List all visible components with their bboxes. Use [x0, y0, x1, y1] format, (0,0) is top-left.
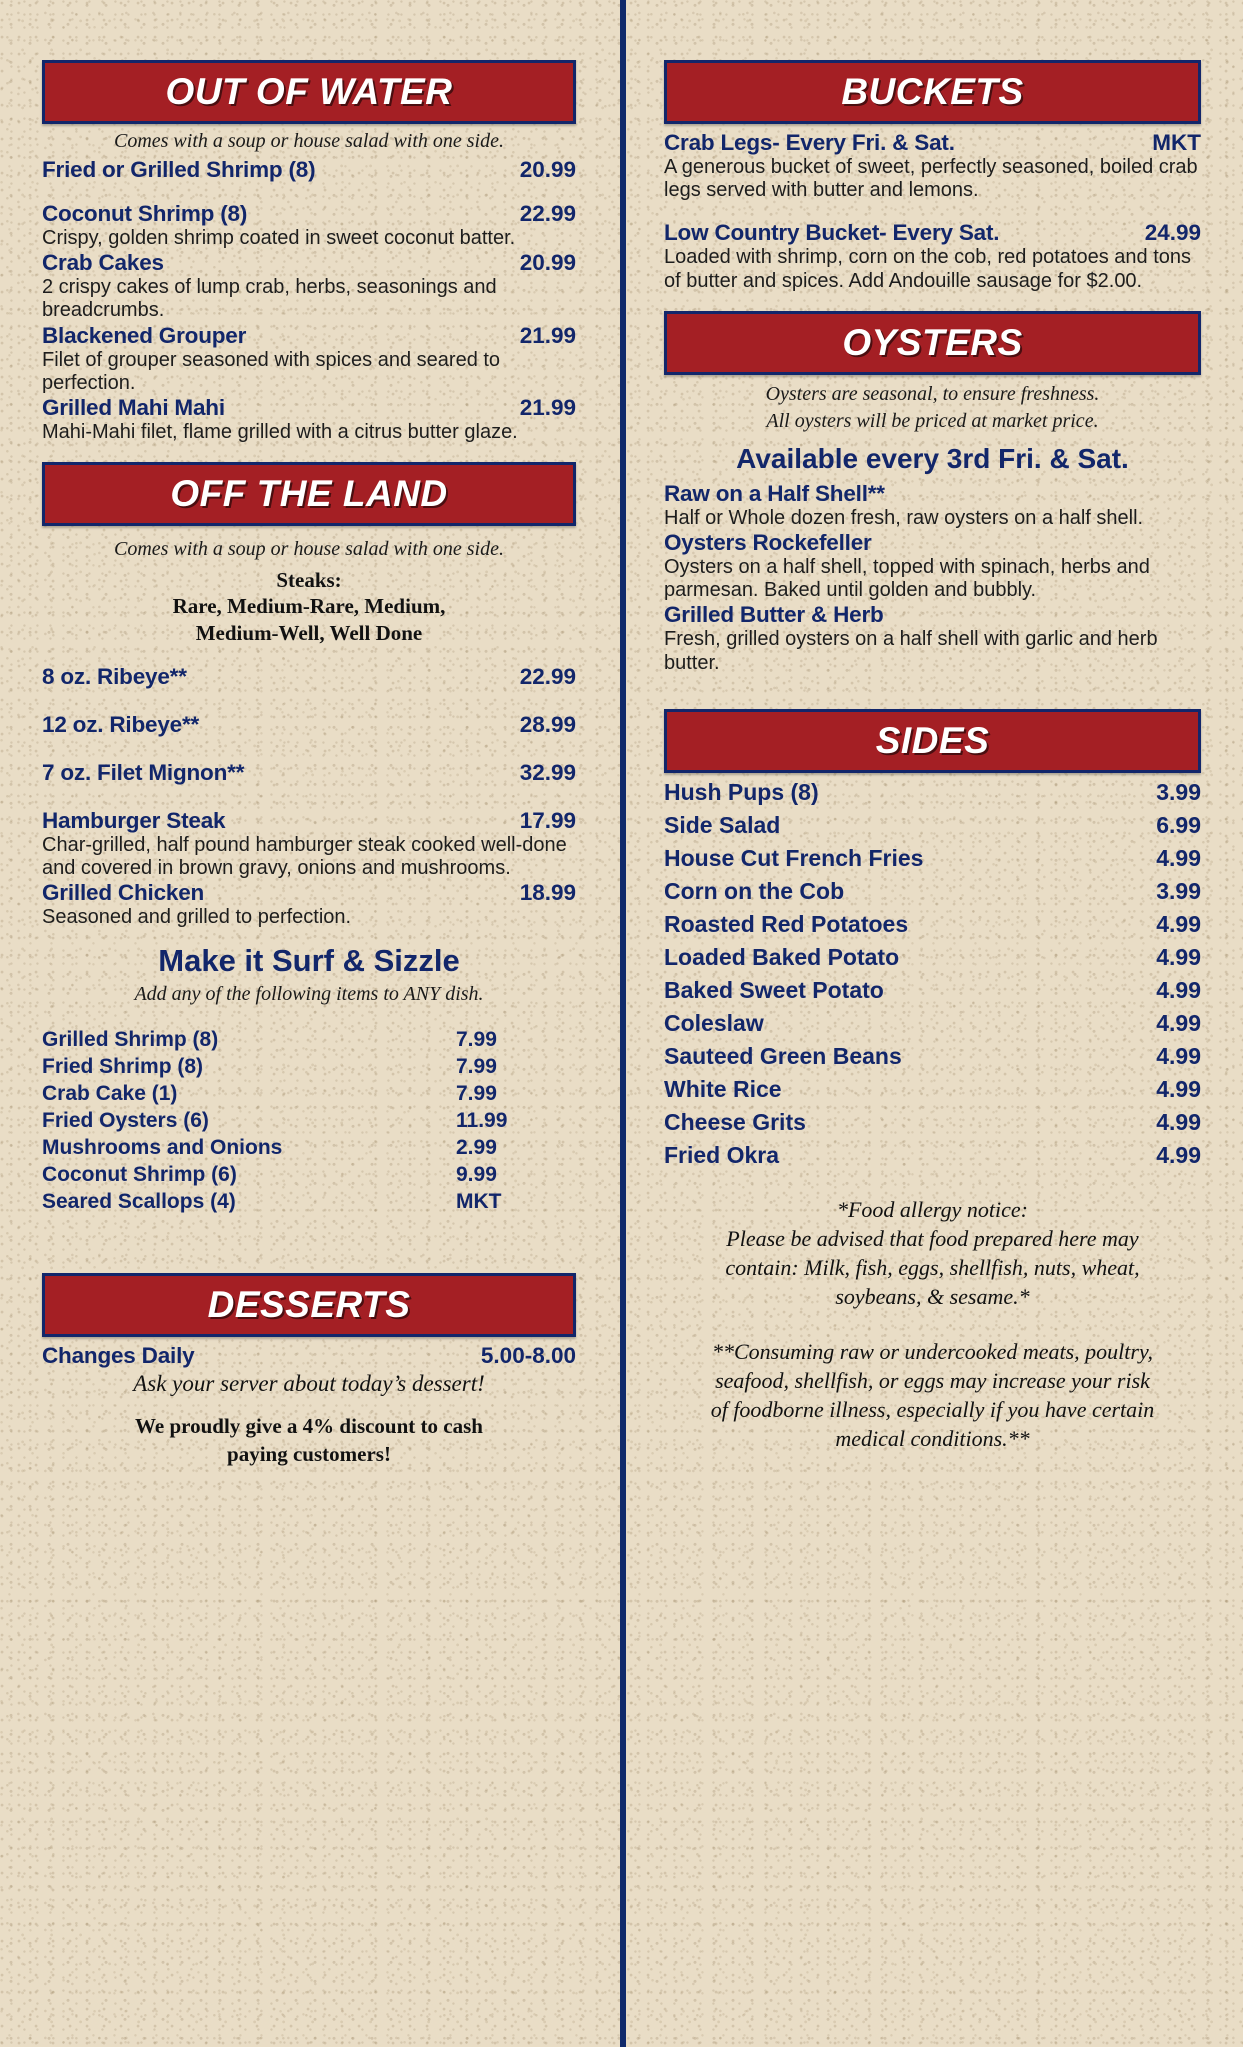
allergy-notice [664, 1195, 1201, 1311]
oysters-note-line-1: Oysters are seasonal, to ensure freshness. [765, 382, 1100, 405]
item-name: Fried Shrimp (8) [42, 1055, 204, 1079]
menu-item [42, 664, 576, 690]
raw-food-notice-line-3: of foodborne illness, especially if you have certain [710, 1396, 1155, 1422]
list-item [42, 1163, 576, 1187]
item-price: 20.99 [519, 250, 576, 276]
item-price: 22.99 [519, 663, 576, 689]
list-item [664, 1076, 1201, 1103]
sides-list [664, 779, 1201, 1169]
menu-item [42, 712, 576, 738]
item-name: Fried or Grilled Shrimp (8) [42, 157, 316, 182]
cash-discount-line-2: paying customers! [227, 1441, 391, 1466]
item-name: Crab Cake (1) [42, 1082, 178, 1106]
allergy-notice-line-2: Please be advised that food prepared here may [726, 1225, 1139, 1251]
item-price: 17.99 [519, 807, 576, 833]
item-name: Grilled Butter & Herb [664, 602, 884, 628]
item-name: Grilled Chicken [42, 880, 205, 906]
item-price: 7.99 [456, 1028, 497, 1052]
addon-list [42, 1028, 576, 1214]
item-name: Raw on a Half Shell** [664, 480, 885, 506]
section-title: SIDES [875, 719, 990, 761]
item-price: MKT [1152, 130, 1201, 155]
item-price: 4.99 [1156, 1042, 1201, 1069]
steaks-doneness-line-2: Medium-Well, Well Done [195, 620, 423, 645]
item-price: 4.99 [1156, 1141, 1201, 1168]
list-item [664, 1142, 1201, 1169]
item-name: Crab Legs- Every Fri. & Sat. [664, 130, 955, 155]
item-price: 4.99 [1156, 844, 1201, 871]
item-description: Fresh, grilled oysters on a half shell with garlic and herb butter. [664, 628, 1158, 674]
item-name: Coconut Shrimp (8) [42, 201, 248, 226]
item-price: 6.99 [1156, 811, 1201, 838]
item-name: Oysters Rockefeller [664, 529, 872, 555]
section-header-oysters [664, 311, 1201, 375]
item-description: Oysters on a half shell, topped with spinach, herbs and parmesan. Baked until golden and bubbly. [664, 555, 1150, 602]
menu-item [664, 602, 1201, 674]
section-title: OYSTERS [842, 321, 1023, 363]
item-name: Coconut Shrimp (6) [42, 1163, 237, 1187]
steaks-label: Steaks: [276, 568, 342, 593]
steaks-doneness-line-1: Rare, Medium-Rare, Medium, [172, 594, 446, 619]
menu-item [42, 395, 576, 444]
item-name: Roasted Red Potatoes [664, 910, 909, 937]
section-header-sides [664, 709, 1201, 773]
list-item [664, 911, 1201, 938]
oysters-availability: Available every 3rd Fri. & Sat. [736, 442, 1129, 474]
item-price: 11.99 [456, 1109, 508, 1133]
item-description: A generous bucket of sweet, perfectly seasoned, boiled crab legs served with butter and lemons. [664, 156, 1198, 202]
item-name: Corn on the Cob [664, 877, 845, 904]
item-description: Char-grilled, half pound hamburger steak cooked well-done and covered in brown gravy, onions and mushrooms. [42, 833, 567, 880]
item-name: Blackened Grouper [42, 322, 247, 348]
list-item [42, 1055, 576, 1079]
steaks-heading [42, 567, 576, 646]
item-price: 3.99 [1156, 778, 1201, 805]
allergy-notice-line-4: soybeans, & sesame.* [835, 1283, 1030, 1309]
section-title: OUT OF WATER [165, 71, 453, 112]
raw-food-notice-line-1: **Consuming raw or undercooked meats, poultry, [712, 1338, 1153, 1364]
list-item [664, 779, 1201, 806]
item-price: 32.99 [519, 759, 576, 785]
item-price: 4.99 [1156, 976, 1201, 1003]
item-name: Baked Sweet Potato [664, 976, 884, 1003]
item-name: 8 oz. Ribeye** [42, 663, 187, 689]
section-header-desserts [42, 1273, 576, 1337]
list-item [664, 1109, 1201, 1136]
oysters-note-line-2: All oysters will be priced at market price. [766, 409, 1099, 432]
item-price: 3.99 [1156, 877, 1201, 904]
item-price: 20.99 [519, 157, 576, 182]
section-title-surf-and-sizzle: Make it Surf & Sizzle [158, 943, 460, 979]
menu-item [42, 323, 576, 395]
list-item [664, 977, 1201, 1004]
item-name: Loaded Baked Potato [664, 943, 900, 970]
section-title: OFF THE LAND [170, 473, 448, 515]
section-header-out-of-water [42, 60, 576, 124]
item-price: 7.99 [456, 1055, 497, 1079]
item-name: Coleslaw [664, 1009, 764, 1036]
cash-discount-line-1: We proudly give a 4% discount to cash [135, 1414, 483, 1439]
item-description: Half or Whole dozen fresh, raw oysters on a half shell. [664, 506, 1144, 529]
item-price: MKT [456, 1190, 502, 1214]
section-header-buckets [664, 60, 1201, 124]
item-name: House Cut French Fries [664, 844, 924, 871]
item-price: 22.99 [519, 201, 576, 226]
allergy-notice-line-1: *Food allergy notice: [836, 1196, 1029, 1222]
item-price: 4.99 [1156, 1108, 1201, 1135]
item-price: 9.99 [456, 1163, 497, 1187]
item-price: 4.99 [1156, 910, 1201, 937]
menu-item [42, 808, 576, 880]
menu-item [664, 530, 1201, 602]
item-description: Filet of grouper seasoned with spices and seared to perfection. [42, 348, 501, 394]
item-name: White Rice [664, 1075, 782, 1102]
section-title: BUCKETS [841, 71, 1024, 112]
item-price: 4.99 [1156, 1009, 1201, 1036]
item-name: Changes Daily [42, 1343, 195, 1369]
item-name: Grilled Mahi Mahi [42, 394, 225, 420]
menu-item [42, 201, 576, 250]
menu-item [664, 481, 1201, 530]
list-item [664, 1010, 1201, 1037]
item-description: 2 crispy cakes of lump crab, herbs, seasonings and breadcrumbs. [42, 276, 497, 322]
menu-item [42, 760, 576, 786]
item-name: Hamburger Steak [42, 807, 226, 833]
menu-item [664, 130, 1201, 202]
list-item [664, 944, 1201, 971]
raw-food-notice-line-2: seafood, shellfish, or eggs may increase your risk [715, 1367, 1150, 1393]
list-item [664, 1043, 1201, 1070]
section-subtitle-off-the-land: Comes with a soup or house salad with one side. [113, 538, 504, 561]
list-item [42, 1028, 576, 1052]
menu-item [42, 250, 576, 322]
item-name: Hush Pups (8) [664, 778, 819, 805]
raw-food-notice [664, 1337, 1201, 1453]
section-subtitle-surf-and-sizzle: Add any of the following items to ANY dish. [134, 983, 484, 1006]
item-price: 2.99 [456, 1136, 497, 1160]
item-description: Loaded with shrimp, corn on the cob, red potatoes and tons of butter and spices. Add Andouille sausage for $2.00. [664, 246, 1192, 292]
item-name: Crab Cakes [42, 250, 164, 276]
item-price: 24.99 [1144, 220, 1201, 246]
item-price: 21.99 [519, 394, 576, 420]
item-price: 21.99 [519, 322, 576, 348]
allergy-notice-line-3: contain: Milk, fish, eggs, shellfish, nuts, wheat, [725, 1254, 1140, 1280]
menu-column-left [0, 0, 620, 2047]
item-name: Low Country Bucket- Every Sat. [664, 220, 1000, 246]
item-name: Sauteed Green Beans [664, 1042, 902, 1069]
dessert-note: Ask your server about today’s dessert! [133, 1371, 485, 1397]
item-name: 7 oz. Filet Mignon** [42, 759, 245, 785]
list-item [42, 1109, 576, 1133]
item-name: Fried Oysters (6) [42, 1109, 209, 1133]
list-item [664, 878, 1201, 905]
item-description: Crispy, golden shrimp coated in sweet coconut batter. [42, 227, 516, 249]
list-item [664, 845, 1201, 872]
menu-item [42, 880, 576, 929]
item-description: Mahi-Mahi filet, flame grilled with a citrus butter glaze. [42, 420, 518, 443]
item-price: 18.99 [519, 880, 576, 906]
list-item [42, 1082, 576, 1106]
list-item [42, 1136, 576, 1160]
item-name: Grilled Shrimp (8) [42, 1028, 219, 1052]
item-description: Seasoned and grilled to perfection. [42, 906, 352, 929]
item-name: Cheese Grits [664, 1108, 806, 1135]
section-title: DESSERTS [207, 1284, 411, 1326]
menu-item [42, 1343, 576, 1369]
list-item [42, 1190, 576, 1214]
item-name: Seared Scallops (4) [42, 1190, 236, 1214]
item-name: 12 oz. Ribeye** [42, 711, 200, 737]
item-name: Fried Okra [664, 1141, 780, 1168]
menu-item [42, 157, 576, 183]
item-price: 4.99 [1156, 1075, 1201, 1102]
section-header-off-the-land [42, 462, 576, 526]
item-price: 28.99 [519, 711, 576, 737]
raw-food-notice-line-4: medical conditions.** [835, 1425, 1030, 1451]
list-item [664, 812, 1201, 839]
item-price: 7.99 [456, 1082, 497, 1106]
section-subtitle-out-of-water: Comes with a soup or house salad with one side. [113, 130, 504, 152]
item-price: 5.00-8.00 [480, 1343, 576, 1369]
menu-item [664, 220, 1201, 292]
item-name: Mushrooms and Onions [42, 1136, 283, 1160]
menu-column-right [620, 0, 1243, 2047]
cash-discount-note [42, 1413, 576, 1468]
item-price: 4.99 [1156, 943, 1201, 970]
item-name: Side Salad [664, 811, 781, 838]
